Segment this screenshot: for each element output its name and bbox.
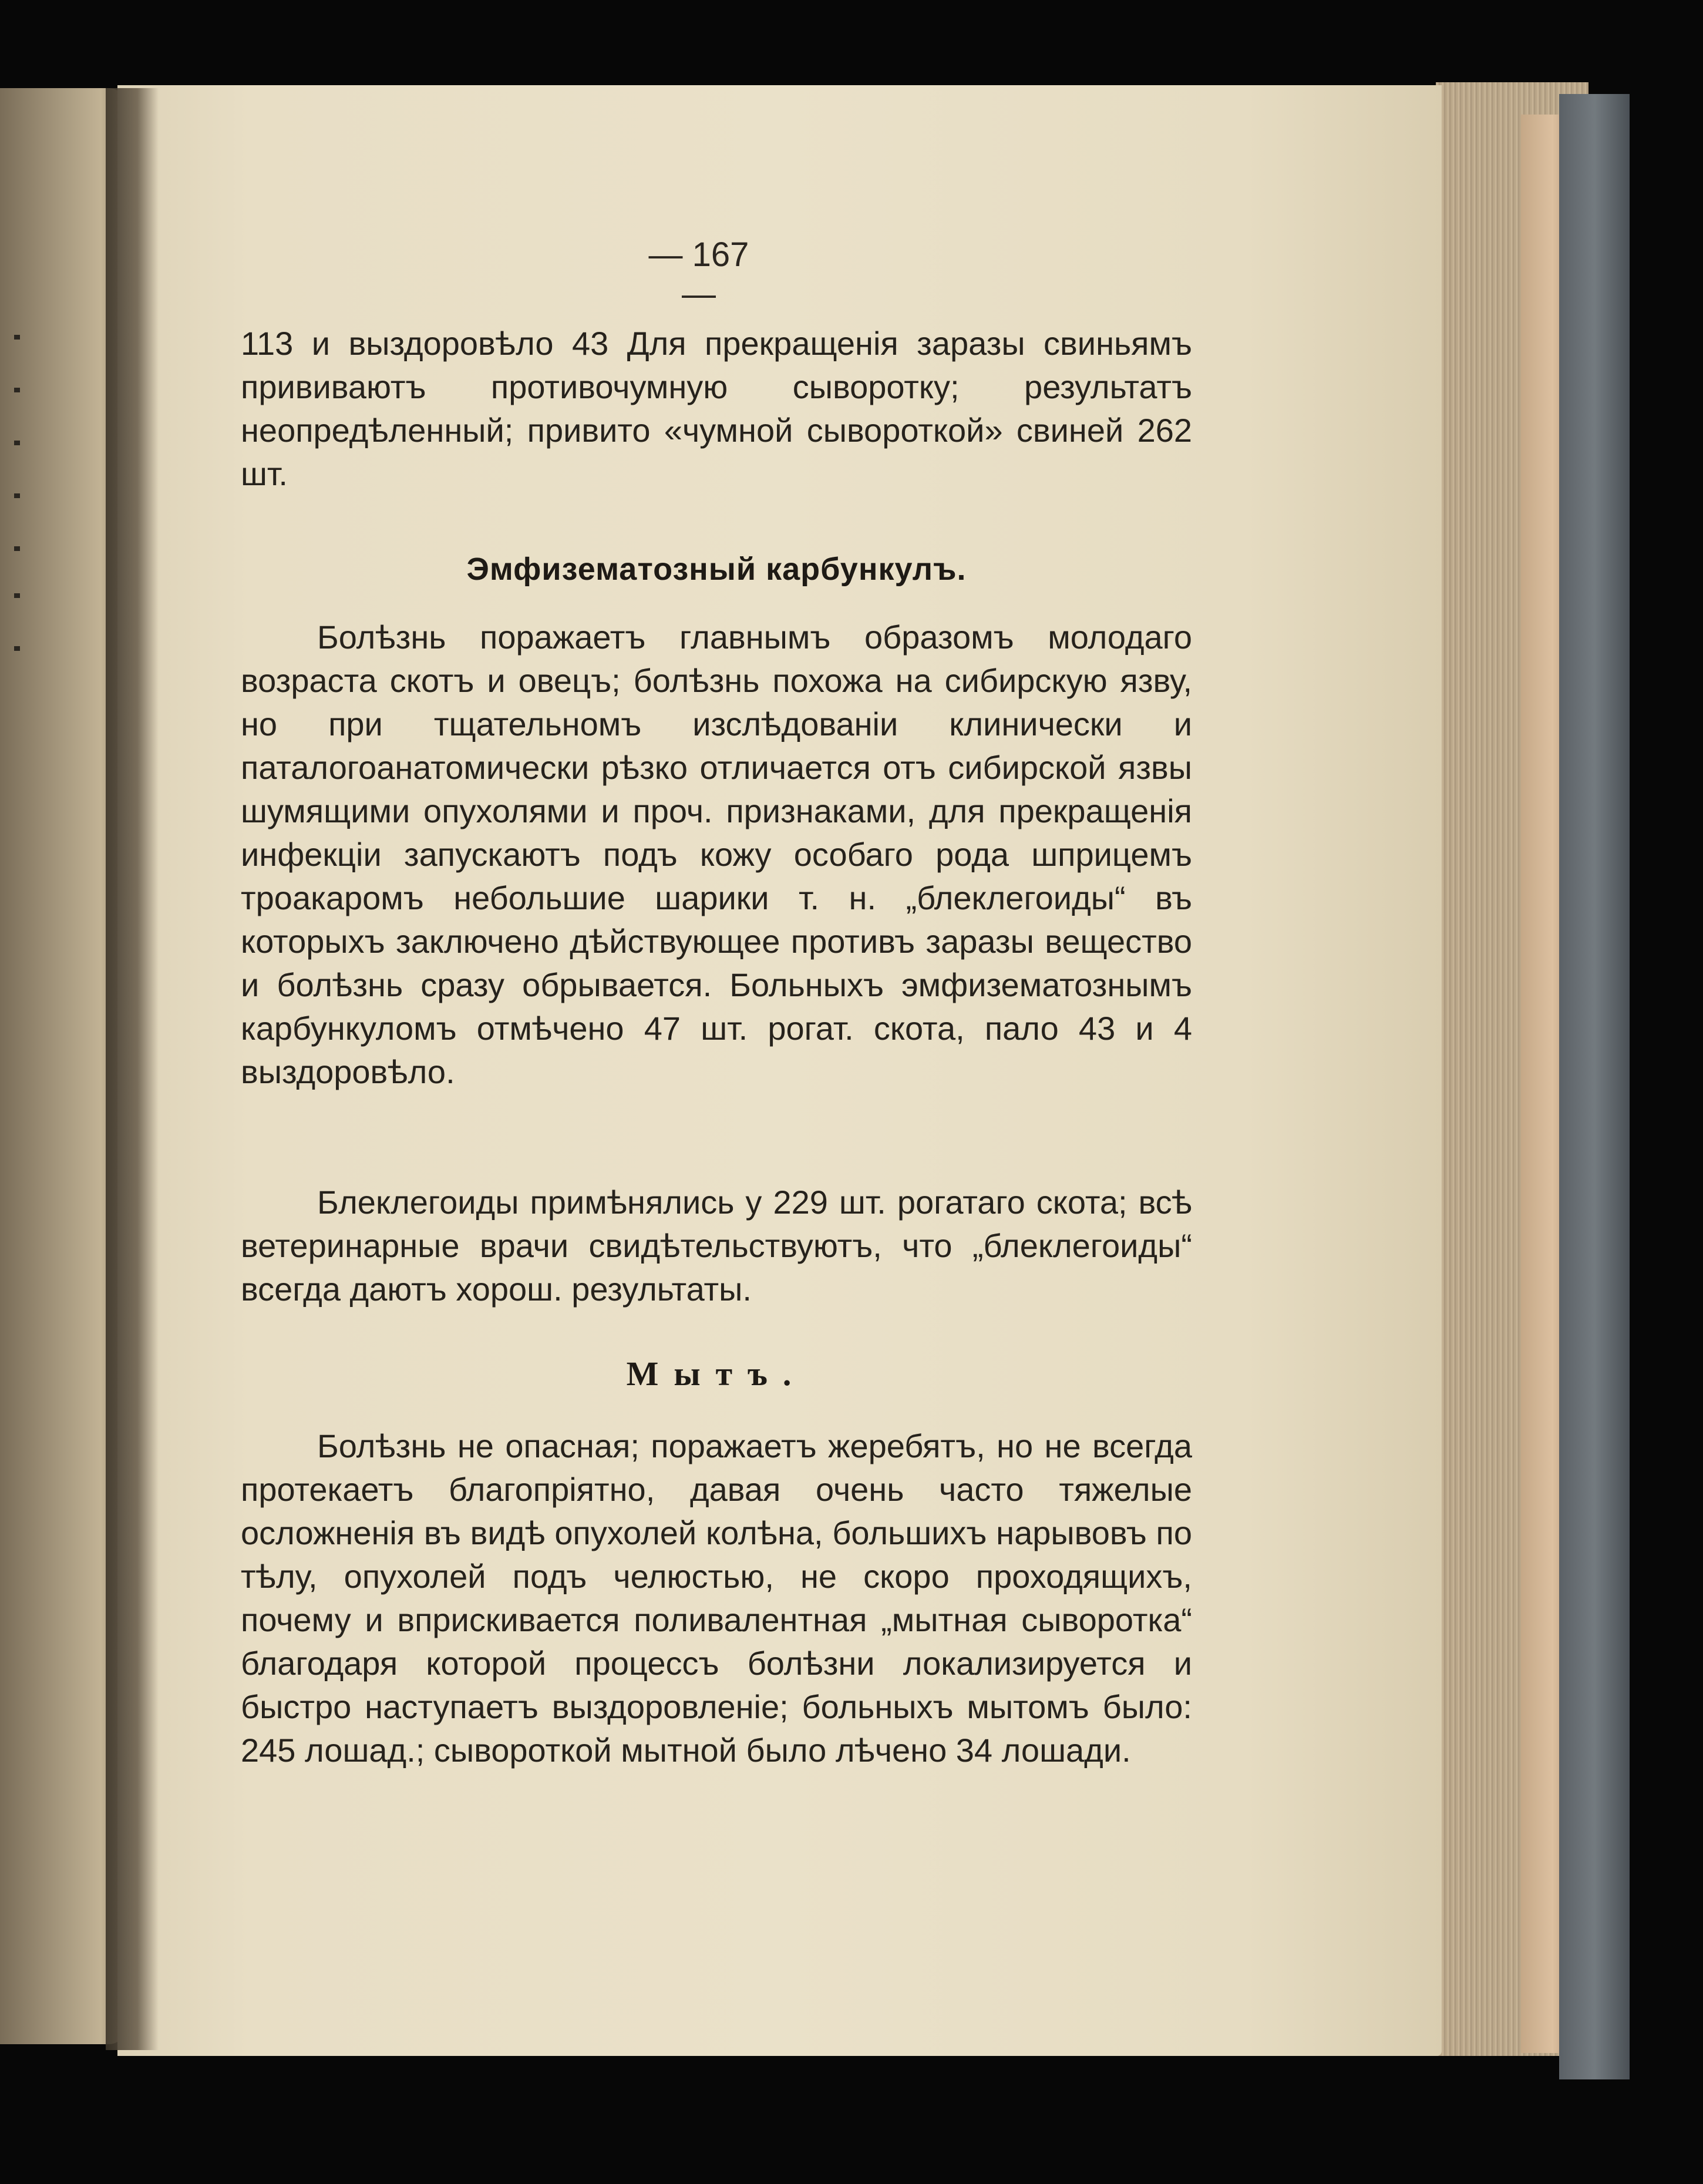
paragraph-4 <box>241 1424 1192 1772</box>
book-cover <box>1559 94 1630 2079</box>
page-number: — 167 — <box>648 236 749 313</box>
margin-mark <box>14 646 20 651</box>
heading-strangles: Мытъ. <box>626 1355 807 1393</box>
paragraph-text: 113 и выздоровѣло 43 Для прекращенія заразы свиньямъ прививаютъ противочумную сыворотку; результатъ неопредѣленный; привито «чумной сывороткой» свиней 262 шт. <box>241 325 1192 492</box>
paragraph-text: Болѣзнь не опасная; поражаетъ жеребятъ, но не всегда протекаетъ благопріятно, давая очень часто тяжелые осложненія въ видѣ опухолей колѣна, большихъ нарывовъ по тѣлу, опухолей подъ челюстью, не скоро проходящихъ, почему и вприскивается поливалентная „мытная сыворотка“ благодаря которой процессъ болѣзни локализируется и быстро наступаетъ выздоровленіе; больныхъ мытомъ было: 245 лошад.; сывороткой мытной было лѣчено 34 лошади. <box>241 1427 1192 1769</box>
paragraph-3 <box>241 1181 1192 1311</box>
margin-mark <box>14 441 20 445</box>
page-gutter-shadow <box>106 88 159 2050</box>
margin-mark <box>14 546 20 551</box>
paragraph-text: Блеклегоиды примѣнялись у 229 шт. рогатаго скота; всѣ ветеринарные врачи свидѣтельствуютъ, что „блеклегоиды“ всегда даютъ хорош. результаты. <box>241 1184 1192 1308</box>
margin-mark <box>14 335 20 340</box>
paragraph-1 <box>241 322 1192 496</box>
margin-mark <box>14 388 20 392</box>
paragraph-2 <box>241 616 1192 1094</box>
margin-mark <box>14 593 20 598</box>
heading-emphysematous-carbuncle: Эмфизематозный карбункулъ. <box>466 552 967 587</box>
margin-mark <box>14 493 20 498</box>
paragraph-text: Болѣзнь поражаетъ главнымъ образомъ молодаго возраста скотъ и овецъ; болѣзнь похожа на сибирскую язву, но при тщательномъ изслѣдованіи клинически и паталогоанатомически рѣзко отличается отъ сибирской язвы шумящими опухолями и проч. признаками, для прекращенія инфекціи запускаютъ подъ кожу особаго рода шприцемъ троакаромъ небольшие шарики т. н. „блеклегоиды“ въ которыхъ заключено дѣйствующее противъ заразы вещество и болѣзнь сразу обрывается. Больныхъ эмфизематознымъ карбункуломъ отмѣчено 47 шт. рогат. скота, пало 43 и 4 выздоровѣло. <box>241 619 1192 1090</box>
